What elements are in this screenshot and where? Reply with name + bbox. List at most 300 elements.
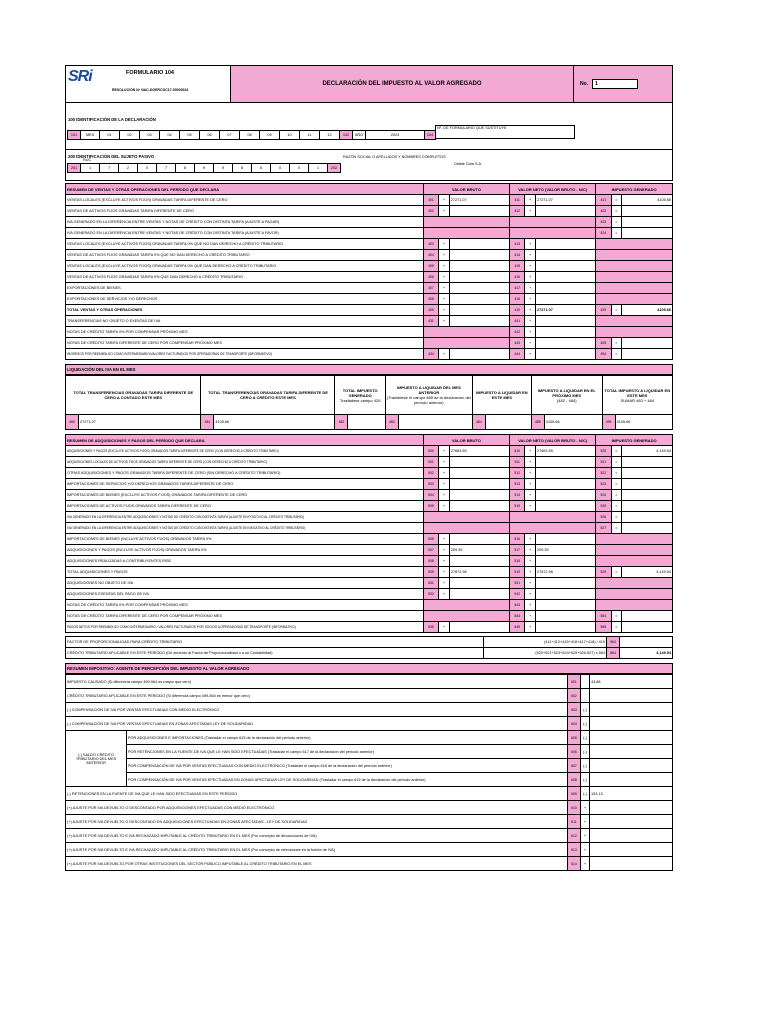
ventas-value-411[interactable]: 27271.07 — [535, 195, 595, 206]
adq-value-504[interactable] — [449, 490, 509, 501]
adq-empty — [596, 600, 673, 611]
ventas-value-453[interactable] — [622, 338, 673, 349]
adquisiciones-table — [65, 434, 673, 633]
ventas-label: EXPORTACIONES DE BIENES — [66, 283, 424, 294]
liq-value-484[interactable] — [485, 415, 531, 430]
adq-empty — [596, 545, 673, 556]
adq-code-501: 501 — [423, 457, 438, 468]
adq-value-542[interactable] — [535, 589, 595, 600]
adq-value-511[interactable] — [535, 457, 595, 468]
ventas-value-412[interactable] — [535, 206, 595, 217]
ventas-code-429: 429 — [596, 305, 611, 316]
ruc-digit[interactable]: 2 — [118, 163, 138, 173]
adq-value-517[interactable]: 209.39 — [535, 545, 595, 556]
ruc-digit[interactable]: 7 — [99, 163, 119, 173]
ventas-value-403[interactable] — [449, 239, 509, 250]
adq-value-545[interactable] — [535, 622, 595, 633]
ventas-value-401[interactable]: 27271.07 — [449, 195, 509, 206]
ventas-code-444: 444 — [510, 349, 525, 360]
adq-value-523[interactable] — [622, 479, 673, 490]
resumen-row — [66, 815, 673, 829]
ventas-sign: + — [439, 316, 450, 327]
ventas-value-441[interactable] — [535, 316, 595, 327]
ventas-sign: + — [525, 294, 536, 305]
ventas-value-407[interactable] — [449, 283, 509, 294]
adq-sign: + — [439, 589, 450, 600]
adq-value-516[interactable] — [535, 534, 595, 545]
adq-sign: + — [525, 479, 536, 490]
adq-label: IVA GENERADO EN LA DIFERENCIA ENTRE ADQUISICIONES Y NOTAS DE CRÉDITO CON DISTINTA TARIFA (AJUSTE EN NEGATIVO AL CRÉDITO TRIBUTARIO) — [66, 523, 424, 534]
month-05[interactable]: 05 — [179, 130, 200, 140]
adq-row — [66, 545, 673, 556]
adq-empty — [596, 556, 673, 567]
adq-code-515: 515 — [510, 501, 525, 512]
ruc-digit[interactable]: 6 — [175, 163, 195, 173]
adq-code-521: 521 — [596, 457, 611, 468]
month-09[interactable]: 09 — [259, 130, 280, 140]
ventas-row — [66, 261, 673, 272]
adq-sign: + — [439, 578, 450, 589]
adq-label: ADQUISICIONES Y PAGOS (EXCLUYE ACTIVOS FIJOS) GRAVADOS TARIFA DIFERENTE DE CERO (CON DERECHO A CRÉDITO TRIBUTARIO) — [66, 446, 424, 457]
ventas-sign: + — [439, 272, 450, 283]
ventas-value-419[interactable]: 27271.07 — [535, 305, 595, 316]
month-10[interactable]: 10 — [279, 130, 300, 140]
credito-value[interactable]: 4,149.54 — [620, 648, 673, 659]
adq-value-522[interactable] — [622, 468, 673, 479]
adq-sign: = — [611, 501, 622, 512]
resumen-value-614[interactable] — [590, 857, 673, 871]
month-02[interactable]: 02 — [119, 130, 140, 140]
resumen-value-608[interactable] — [590, 773, 673, 787]
ventas-table — [65, 183, 673, 360]
adq-code-520: 520 — [596, 446, 611, 457]
adq-code-525: 525 — [596, 501, 611, 512]
ventas-sign: + — [439, 305, 450, 316]
adq-value-513[interactable] — [535, 479, 595, 490]
ventas-code-418: 418 — [510, 294, 525, 305]
factor-table — [65, 636, 673, 659]
adq-value-544[interactable] — [535, 611, 595, 622]
factor-code: 563 — [607, 637, 620, 648]
adq-row — [66, 589, 673, 600]
ventas-value-418[interactable] — [535, 294, 595, 305]
ventas-code-453: 453 — [596, 338, 611, 349]
liq-value-499[interactable]: 4105.66 — [615, 415, 672, 430]
section-100-title: 100 IDENTIFICACIÓN DE LA DECLARACIÓN — [68, 117, 156, 122]
ruc-digit[interactable]: 0 — [289, 163, 309, 173]
ventas-value-402[interactable] — [449, 206, 509, 217]
liq-value-481[interactable]: 4105.66 — [214, 415, 335, 430]
ventas-sign: + — [439, 294, 450, 305]
ventas-row — [66, 228, 673, 239]
ventas-value-409[interactable] — [449, 305, 509, 316]
ruc-digit[interactable]: 6 — [251, 163, 271, 173]
adq-value-524[interactable] — [622, 490, 673, 501]
liq-header-481 — [201, 376, 335, 415]
ventas-row — [66, 294, 673, 305]
mes-label: MES — [80, 130, 100, 140]
ventas-code-403: 403 — [423, 239, 438, 250]
ventas-value-442[interactable] — [535, 327, 595, 338]
adq-value-531[interactable] — [449, 578, 509, 589]
ventas-value-434[interactable] — [449, 349, 509, 360]
liq-header-485 — [531, 376, 602, 415]
ventas-value-431[interactable] — [449, 316, 509, 327]
ventas-code-434: 434 — [423, 349, 438, 360]
adq-label: ADQUISICIONES NO OBJETO DE IVA — [66, 578, 424, 589]
adq-row — [66, 479, 673, 490]
resumen-row — [66, 731, 673, 745]
adq-value-501[interactable] — [449, 457, 509, 468]
resumen-value-606[interactable] — [590, 745, 673, 759]
ventas-row — [66, 206, 673, 217]
adq-empty — [596, 589, 673, 600]
ventas-code-411: 411 — [510, 195, 525, 206]
ventas-sign: + — [525, 272, 536, 283]
resumen-value-602[interactable] — [590, 689, 673, 703]
adq-value-527[interactable] — [622, 523, 673, 534]
ventas-code-416: 416 — [510, 272, 525, 283]
resumen-label: (-) RETENCIONES EN LA FUENTE DE IVA QUE LE HAN SIDO EFECTUADAS EN ESTE PERÍODO — [66, 787, 568, 801]
ruc-digit[interactable]: 1 — [80, 163, 100, 173]
adq-value-503[interactable] — [449, 479, 509, 490]
form-number-label: No. — [580, 81, 589, 87]
adq-value-505[interactable] — [449, 501, 509, 512]
form-name: FORMULARIO 104 — [126, 70, 174, 76]
ventas-empty — [423, 338, 509, 349]
code-201: 201 — [67, 163, 81, 173]
ventas-empty — [596, 316, 673, 327]
adq-sign: = — [611, 611, 622, 622]
ventas-label: VENTAS DE ACTIVOS FIJOS GRAVADAS TARIFA 0% QUE NO DAN DERECHO A CRÉDITO TRIBUTARIO — [66, 250, 424, 261]
adq-value-529[interactable]: 4,149.54 — [622, 567, 673, 578]
adq-value-525[interactable] — [622, 501, 673, 512]
form-number-field[interactable]: 1 — [592, 79, 638, 89]
sustituye-field[interactable]: Nº. DE FORMULARIO QUE SUSTITUYE — [435, 125, 575, 139]
resumen-row — [66, 773, 673, 787]
liq-value-483[interactable] — [398, 415, 472, 430]
sri-logo-area — [66, 66, 231, 102]
adq-value-515[interactable] — [535, 501, 595, 512]
ventas-label: INGRESOS POR REEMBOLSO COMO INTERMEDIARIO/VALORES FACTURADOS POR OPERADORAS DE TRANSPORTE (INFORMATIVO) — [66, 349, 424, 360]
ventas-label: TRANSFERENCIAS NO OBJETO O EXENTAS DE IVA — [66, 316, 424, 327]
adq-sign: = — [611, 512, 622, 523]
adq-code-518: 518 — [510, 556, 525, 567]
ventas-value-422[interactable] — [622, 206, 673, 217]
factor-formula: (411+412+415+416+417+418) / 419 — [484, 637, 607, 648]
resumen-row — [66, 675, 673, 689]
ventas-sign: + — [525, 283, 536, 294]
form-104 — [65, 65, 673, 871]
ventas-value-429[interactable]: 4105.66 — [622, 305, 673, 316]
adq-value-555[interactable] — [622, 622, 673, 633]
adq-sign: = — [611, 479, 622, 490]
adq-value-521[interactable] — [622, 457, 673, 468]
ruc-digit[interactable]: 8 — [232, 163, 252, 173]
ventas-label: EXPORTACIONES DE SERVICIOS Y/O DERECHOS — [66, 294, 424, 305]
adq-code-529: 529 — [596, 567, 611, 578]
adq-value-519[interactable]: 27872.98 — [535, 567, 595, 578]
adq-code-512: 512 — [510, 468, 525, 479]
factor-row — [66, 637, 673, 648]
resumen-code-603: 603 — [568, 703, 581, 717]
adq-code-544: 544 — [510, 611, 525, 622]
ruc-label: RUC — [83, 158, 92, 162]
adq-value-506[interactable] — [449, 534, 509, 545]
ventas-row — [66, 349, 673, 360]
ruc-digit[interactable]: 7 — [156, 163, 176, 173]
adq-value-532[interactable] — [449, 589, 509, 600]
ventas-value-423[interactable] — [622, 217, 673, 228]
adq-empty — [423, 512, 509, 523]
adq-row — [66, 501, 673, 512]
ventas-value-404[interactable] — [449, 250, 509, 261]
month-06[interactable]: 06 — [199, 130, 220, 140]
adq-code-531: 531 — [423, 578, 438, 589]
ventas-header — [66, 184, 673, 195]
resumen-label: (+) AJUSTE POR IVA DEVUELTO O DESCONTADO POR ADQUISICIONES EFECTUADAS CON MEDIO ELECTRÓNICO — [66, 801, 568, 815]
adq-empty — [423, 600, 509, 611]
resumen-code-614: 614 — [568, 857, 581, 871]
resumen-value-605[interactable] — [590, 731, 673, 745]
ruc-digit[interactable]: 0 — [270, 163, 290, 173]
resumen-label: POR RETENCIONES EN LA FUENTE DE IVA QUE LE HAN SIDO EFECTUADAS (Trasladar el campo 617 de la declaración del período anterior) — [127, 745, 568, 759]
adq-value-510[interactable]: 27663.59 — [535, 446, 595, 457]
ventas-value-415[interactable] — [535, 261, 595, 272]
adq-value-526[interactable] — [622, 512, 673, 523]
adq-row — [66, 578, 673, 589]
ruc-digit[interactable]: 0 — [137, 163, 157, 173]
section-200 — [65, 150, 673, 181]
ventas-empty — [596, 261, 673, 272]
adq-code-554: 554 — [596, 611, 611, 622]
ventas-code-402: 402 — [423, 206, 438, 217]
resumen-sign: (-) — [581, 745, 590, 759]
liq-header-sub: (Trasládese el campo 485 de la declaración del período anterior) — [386, 395, 471, 405]
ventas-value-443[interactable] — [535, 338, 595, 349]
liq-value-482[interactable] — [348, 415, 385, 430]
adq-value-512[interactable] — [535, 468, 595, 479]
adq-sign: + — [525, 457, 536, 468]
resumen-value-613[interactable] — [590, 843, 673, 857]
resolution: RESOLUCIÓN Nº NAC-DGERCGC17-00000024 — [112, 88, 189, 92]
ventas-row — [66, 327, 673, 338]
ventas-label: VENTAS LOCALES (EXCLUYE ACTIVOS FIJOS) GRAVADAS TARIFA 0% QUE NO DAN DERECHO A CRÉDITO TRIBUTARIO — [66, 239, 424, 250]
razon-social[interactable] — [341, 155, 593, 173]
adq-sign: + — [525, 556, 536, 567]
adq-row — [66, 523, 673, 534]
adq-label: IMPORTACIONES DE BIENES (INCLUYE ACTIVOS FIJOS) GRAVADOS TARIFA 0% — [66, 534, 424, 545]
adq-code-502: 502 — [423, 468, 438, 479]
ventas-label: NOTAS DE CRÉDITO TARIFA DIFERENTE DE CERO POR COMPENSAR PRÓXIMO MES — [66, 338, 424, 349]
liq-header-sub: Trasládese campo 429 — [339, 397, 381, 403]
adq-code-541: 541 — [510, 578, 525, 589]
adq-value-509[interactable]: 27872.98 — [449, 567, 509, 578]
ventas-code-407: 407 — [423, 283, 438, 294]
ruc-digit[interactable]: 9 — [213, 163, 233, 173]
resumen-sign: + — [581, 829, 590, 843]
resumen-value-603[interactable] — [590, 703, 673, 717]
month-12[interactable]: 12 — [319, 130, 340, 140]
adq-empty — [423, 523, 509, 534]
adq-row — [66, 490, 673, 501]
ventas-code-441: 441 — [510, 316, 525, 327]
liq-value-485[interactable]: 4105.66 — [544, 415, 602, 430]
adq-row — [66, 556, 673, 567]
adq-label: IMPORTACIONES DE ACTIVOS FIJOS GRAVADOS TARIFA DIFERENTE DE CERO — [66, 501, 424, 512]
resumen-row — [66, 717, 673, 731]
ventas-empty — [510, 228, 596, 239]
ventas-sign: = — [611, 349, 622, 360]
ventas-value-414[interactable] — [535, 250, 595, 261]
adq-value-508[interactable] — [449, 556, 509, 567]
adq-code-516: 516 — [510, 534, 525, 545]
ventas-header-impuesto: IMPUESTO GENERADO — [596, 184, 673, 195]
resumen-row — [66, 787, 673, 801]
factor-value[interactable] — [620, 637, 673, 648]
resumen-value-607[interactable] — [590, 759, 673, 773]
ruc-digit[interactable]: 1 — [308, 163, 328, 173]
adq-code-514: 514 — [510, 490, 525, 501]
liquidacion-title: LIQUIDACIÓN DEL IVA EN EL MES — [65, 364, 673, 375]
ruc-digits — [81, 164, 328, 173]
adq-empty — [423, 611, 509, 622]
resumen-sign: + — [581, 843, 590, 857]
ventas-label: IVA GENERADO EN LA DIFERENCIA ENTRE VENTAS Y NOTAS DE CRÉDITO CON DISTINTA TARIFA (AJUSTE A PAGAR) — [66, 217, 424, 228]
adq-label: ADQUISICIONES REALIZADAS A CONTRIBUYENTES RISE — [66, 556, 424, 567]
adq-value-543[interactable] — [535, 600, 595, 611]
resumen-label: IMPUESTO CAUSADO (Si diferencia campo 499-564 es mayor que cero) — [66, 675, 568, 689]
adq-header-bruto: VALOR BRUTO — [423, 435, 509, 446]
ventas-code-408: 408 — [423, 294, 438, 305]
resumen-code-613: 613 — [568, 843, 581, 857]
ventas-value-405[interactable] — [449, 261, 509, 272]
adq-value-541[interactable] — [535, 578, 595, 589]
liq-header-text: IMPUESTO A LIQUIDAR DEL MES ANTERIOR — [396, 385, 461, 395]
liq-header-484 — [472, 376, 531, 415]
ventas-value-408[interactable] — [449, 294, 509, 305]
month-08[interactable]: 08 — [239, 130, 260, 140]
ventas-empty — [596, 239, 673, 250]
ventas-value-444[interactable] — [535, 349, 595, 360]
resumen-value-604[interactable] — [590, 717, 673, 731]
adq-row — [66, 446, 673, 457]
resumen-sign: (-) — [581, 759, 590, 773]
ventas-sign: = — [611, 228, 622, 239]
adq-code-508: 508 — [423, 556, 438, 567]
liq-code-480: 480 — [66, 415, 79, 430]
adq-label: IMPORTACIONES DE SERVICIOS Y/O DERECHOS GRAVADOS TARIFA DIFERENTE DE CERO — [66, 479, 424, 490]
ventas-value-454[interactable] — [622, 349, 673, 360]
liq-header-text: IMPUESTO A LIQUIDAR EN ESTE MES — [476, 390, 528, 400]
adq-sign: = — [611, 622, 622, 633]
resumen-value-612[interactable] — [590, 829, 673, 843]
resumen-value-609[interactable]: 153.13 — [590, 787, 673, 801]
adq-code-555: 555 — [596, 622, 611, 633]
adq-code-513: 513 — [510, 479, 525, 490]
ventas-sign: + — [439, 195, 450, 206]
adq-value-500[interactable]: 27663.59 — [449, 446, 509, 457]
ventas-empty — [596, 294, 673, 305]
adq-value-535[interactable] — [449, 622, 509, 633]
month-01[interactable]: 01 — [99, 130, 120, 140]
ventas-sign: + — [525, 195, 536, 206]
ventas-code-404: 404 — [423, 250, 438, 261]
adq-sign: + — [439, 534, 450, 545]
adq-row — [66, 622, 673, 633]
adq-value-514[interactable] — [535, 490, 595, 501]
adq-value-554[interactable] — [622, 611, 673, 622]
anio-value[interactable]: 2024 — [365, 130, 425, 140]
adq-value-518[interactable] — [535, 556, 595, 567]
adq-sign: + — [525, 622, 536, 633]
ruc-field — [81, 158, 328, 173]
adq-value-507[interactable]: 209.39 — [449, 545, 509, 556]
ventas-value-417[interactable] — [535, 283, 595, 294]
resumen-code-606: 606 — [568, 745, 581, 759]
adq-sign: = — [611, 567, 622, 578]
ventas-code-417: 417 — [510, 283, 525, 294]
ventas-value-416[interactable] — [535, 272, 595, 283]
resumen-label: POR ADQUISICIONES E IMPORTACIONES (Trasladar el campo 615 de la declaración del período anterior) — [127, 731, 568, 745]
month-03[interactable]: 03 — [139, 130, 160, 140]
adq-code-507: 507 — [423, 545, 438, 556]
adq-sign: + — [439, 545, 450, 556]
adq-sign: + — [525, 446, 536, 457]
ventas-value-421[interactable]: 4105.66 — [622, 195, 673, 206]
resumen-row — [66, 759, 673, 773]
ventas-code-414: 414 — [510, 250, 525, 261]
sri-logo: SRi — [68, 68, 92, 85]
adq-code-532: 532 — [423, 589, 438, 600]
ruc-digit[interactable]: 9 — [194, 163, 214, 173]
adq-sign: + — [439, 468, 450, 479]
ventas-row — [66, 250, 673, 261]
ventas-header-label: RESUMEN DE VENTAS Y OTRAS OPERACIONES DEL PERÍODO QUE DECLARA — [66, 184, 424, 195]
adq-code-526: 526 — [596, 512, 611, 523]
resumen-value-610[interactable] — [590, 801, 673, 815]
liq-header-482 — [335, 376, 385, 415]
adq-code-500: 500 — [423, 446, 438, 457]
liq-value-480[interactable]: 27271.07 — [79, 415, 201, 430]
adq-sign: + — [525, 501, 536, 512]
ventas-value-424[interactable] — [622, 228, 673, 239]
adq-value-520[interactable]: 4,149.54 — [622, 446, 673, 457]
adq-code-511: 511 — [510, 457, 525, 468]
month-04[interactable]: 04 — [159, 130, 180, 140]
resumen-value-601[interactable]: 43.88 — [590, 675, 673, 689]
month-07[interactable]: 07 — [219, 130, 240, 140]
ventas-row — [66, 217, 673, 228]
ventas-value-413[interactable] — [535, 239, 595, 250]
adq-header-neto: VALOR NETO (VALOR BRUTO - N/C) — [510, 435, 596, 446]
adq-code-505: 505 — [423, 501, 438, 512]
anio-label: AÑO — [352, 130, 366, 140]
resumen-value-611[interactable] — [590, 815, 673, 829]
ventas-value-406[interactable] — [449, 272, 509, 283]
adq-sign: + — [439, 457, 450, 468]
resumen-code-611: 611 — [568, 815, 581, 829]
code-104: 104 — [424, 130, 436, 140]
liq-code-499: 499 — [602, 415, 615, 430]
adq-code-522: 522 — [596, 468, 611, 479]
adq-code-517: 517 — [510, 545, 525, 556]
credito-label: CRÉDITO TRIBUTARIO APLICABLE EN ESTE PERÍODO (De acuerdo al Factor de Proporcionalidad o a su Contabilidad) — [66, 648, 484, 659]
resumen-label: POR COMPENSACIÓN DE IVA POR VENTAS EFECTUADAS EN ZONAS AFECTADAS LEY DE SOLIDARIDAD (Trasladar el campo 619 de la declaración del período anterior) — [127, 773, 568, 787]
month-11[interactable]: 11 — [299, 130, 320, 140]
adq-sign: + — [525, 589, 536, 600]
adq-value-502[interactable] — [449, 468, 509, 479]
